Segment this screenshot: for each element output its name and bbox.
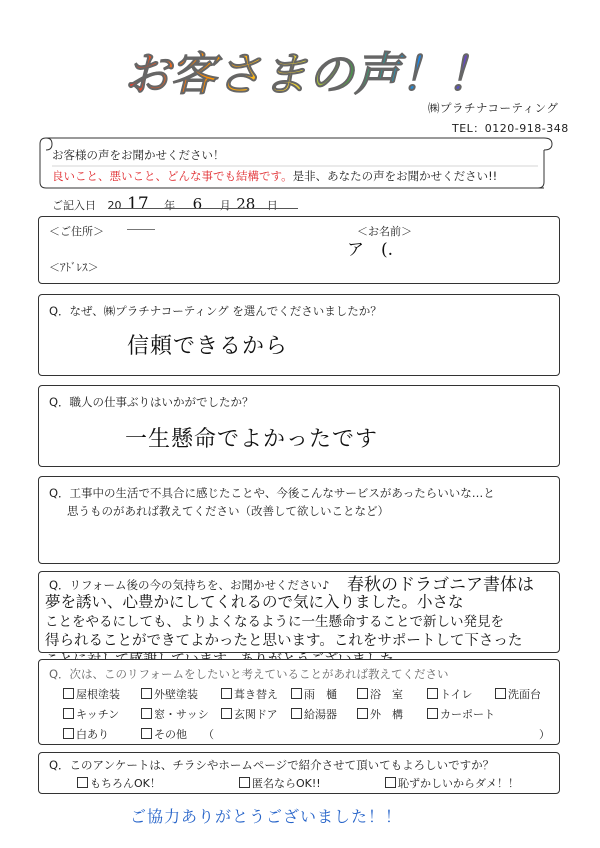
thanks-message: ご協力ありがとうございました！！: [130, 807, 403, 826]
answer-1-handwriting: 信頼できるから: [127, 334, 289, 359]
date-label: ご記入日: [52, 199, 96, 212]
date-day-unit: 日: [266, 199, 278, 212]
checkbox-window-sash[interactable]: 窓・サッシ: [141, 706, 209, 722]
question-6-text: Q．このアンケートは、チラシやホームページで紹介させて頂いてもよろしいですか？: [49, 758, 495, 772]
checkbox-publish-no[interactable]: 恥ずかしいからダメ！！: [385, 775, 519, 791]
title-rainbow: [118, 40, 518, 106]
company-name: ㈱プラチナコーティング: [428, 101, 559, 115]
question-5-text: Q．次は、このリフォームをしたいと考えていることがあれば教えてください: [49, 667, 449, 681]
date-year: 17: [127, 194, 149, 214]
checkbox-entrance-door[interactable]: 玄関ドア: [221, 706, 278, 722]
checkbox-publish-ok[interactable]: もちろんOK！: [77, 775, 161, 791]
checkbox-gutter[interactable]: 雨 樋: [291, 686, 337, 702]
question-4-text: Q．リフォーム後の今の気持ちを、お聞かせください♪: [49, 578, 330, 592]
checkbox-exterior[interactable]: 外 構: [357, 706, 403, 722]
customer-info-box: [38, 216, 560, 284]
date-underline: [108, 208, 298, 209]
survey-title: [118, 40, 518, 106]
answer-4-line-4: 得られることができてよかったと思います。これをサポートして下さった: [45, 633, 523, 649]
question-4-box: [38, 571, 560, 653]
question-2-box: [38, 385, 560, 467]
answer-4-line-2: 夢を誘い、心豊かにしてくれるので気に入りました。小さな: [45, 593, 464, 611]
question-5-box: [38, 659, 560, 745]
date-year-prefix: 20: [107, 199, 122, 212]
date-row: [52, 194, 278, 214]
question-2-text: Q．職人の仕事ぶりはいかがでしたか？: [49, 395, 254, 409]
checkbox-kitchen[interactable]: キッチン: [63, 706, 119, 722]
name-label: ＜お名前＞: [357, 225, 412, 238]
checkbox-bathroom[interactable]: 浴 室: [357, 686, 403, 702]
question-3-line-1: Q．工事中の生活で不具合に感じたことや、今後こんなサービスがあったらいいな…と: [49, 486, 495, 500]
checkbox-washbasin[interactable]: 洗面台: [495, 686, 541, 702]
checkbox-reroof[interactable]: 葺き替え: [221, 686, 278, 702]
question-1-text: Q．なぜ、㈱プラチナコーティング を選んでくださいましたか？: [49, 304, 382, 318]
checkbox-toilet[interactable]: トイレ: [427, 686, 472, 702]
date-month-unit: 月: [219, 199, 231, 212]
title-text: お客さまの声！！: [124, 47, 492, 101]
date-year-unit: 年: [164, 199, 176, 212]
checkbox-other[interactable]: その他: [141, 726, 187, 742]
banner-line-2: [52, 168, 497, 184]
address-redacted-mark: [127, 229, 155, 230]
checkbox-anonymous-ok[interactable]: 匿名ならOK!!: [239, 775, 321, 791]
other-paren-open: （: [203, 728, 214, 741]
name-value: ア (.: [347, 240, 394, 260]
question-6-box: [38, 752, 560, 794]
question-3-box: [38, 476, 560, 564]
date-month: 6: [192, 195, 203, 213]
answer-4-line-3: ことをやるにしても、よりよくなるように一生懸命することで新しい発見を: [45, 614, 504, 630]
address-label: ＜ご住所＞: [49, 225, 104, 238]
checkbox-carport[interactable]: カーポート: [427, 706, 495, 722]
answer-2-handwriting: 一生懸命でよかったです: [125, 427, 379, 452]
banner-black-text: 是非、あなたの声をお聞かせください!!: [292, 169, 498, 183]
banner-red-text: 良いこと、悪いこと、どんな事でも結構です。: [52, 169, 293, 183]
banner-line-1: お客様の声をお聞かせください！: [52, 148, 225, 162]
checkbox-termite[interactable]: 白あり: [63, 726, 109, 742]
question-1-box: [38, 294, 560, 376]
checkbox-roof-paint[interactable]: 屋根塗装: [63, 686, 120, 702]
question-3-line-2: 思うものがあれば教えてください（改善して欲しいことなど）: [67, 504, 389, 518]
checkbox-wall-paint[interactable]: 外壁塗装: [141, 686, 198, 702]
address2-label: ＜ｱﾄﾞﾚｽ＞: [49, 261, 99, 274]
other-paren-close: ）: [539, 728, 550, 741]
answer-4-line-1: 春秋のドラゴニア書体は: [347, 575, 534, 595]
company-tel: TEL：0120-918-348: [452, 122, 569, 135]
date-day: 28: [236, 195, 256, 213]
checkbox-water-heater[interactable]: 給湯器: [291, 706, 337, 722]
